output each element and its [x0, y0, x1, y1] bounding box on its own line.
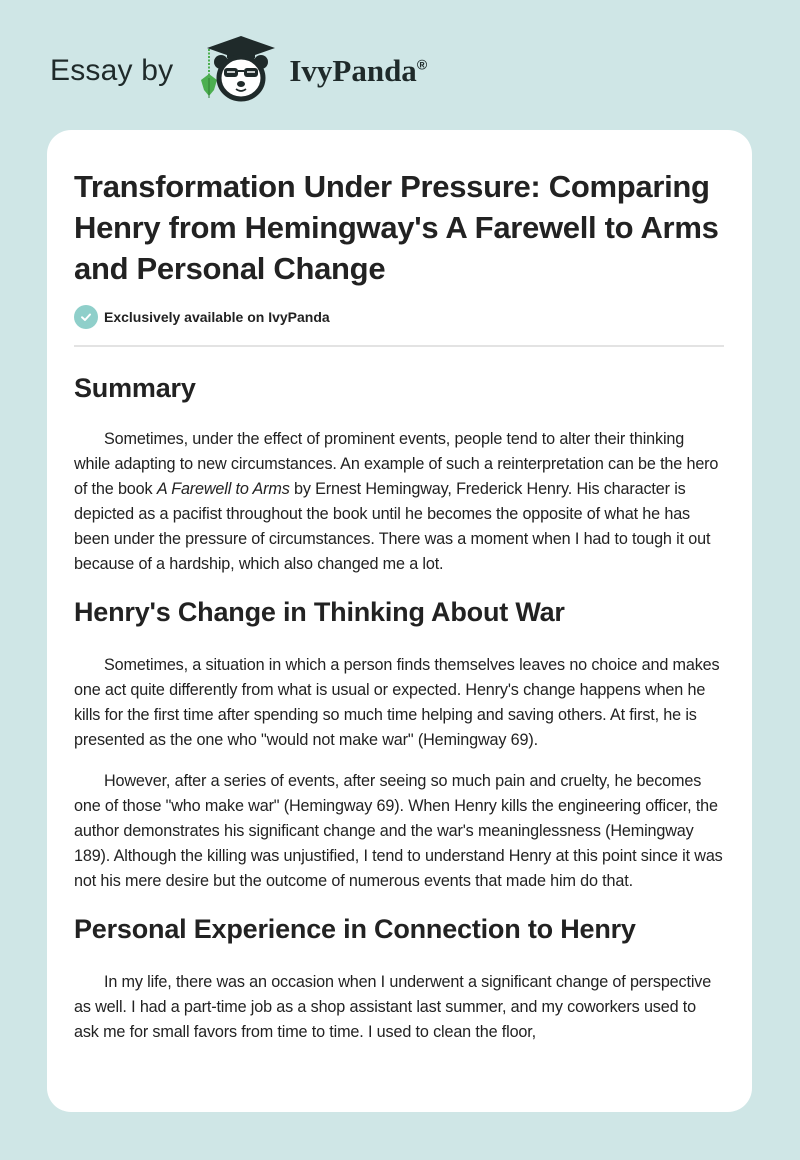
section-heading: Personal Experience in Connection to Henry	[74, 914, 636, 944]
check-circle-icon	[74, 305, 98, 329]
section-heading: Summary	[74, 373, 196, 403]
paragraph: However, after a series of events, after seeing so much pain and cruelty, he becomes one of those "who make war" (Hemingway 69). When Henry kills the engineering officer, the author demonstrates his significant change and the war's meaninglessness (Hemingway 189). Although the killing was unjustified, I tend to understand Henry at this point since it was not his mere desire but the outcome of numerous events that made him do that.	[74, 772, 723, 890]
exclusive-badge	[74, 303, 724, 331]
essay-title: Transformation Under Pressure: Comparing Henry from Hemingway's A Farewell to Arms and Personal Change	[74, 169, 719, 286]
paragraph: In my life, there was an occasion when I underwent a significant change of perspective as well. I had a part-time job as a shop assistant last summer, and my coworkers used to ask me for small favors from time to time. I used to clean the floor,	[74, 973, 712, 1041]
section-summary	[74, 371, 724, 577]
essay-card	[47, 130, 752, 1112]
panda-graduation-cap-icon	[191, 34, 289, 109]
section-personal-experience	[74, 912, 724, 1045]
section-heading: Henry's Change in Thinking About War	[74, 597, 565, 627]
paragraph: Sometimes, a situation in which a person finds themselves leaves no choice and makes one act quite differently from what is usual or expected. Henry's change happens when he kills for the first time after spending so much time helping and saving others. At first, he is presented as the one who "would not make war" (Hemingway 69).	[74, 656, 720, 749]
divider	[74, 345, 724, 347]
brand-prefix: Essay by	[50, 54, 174, 87]
brand-header	[50, 36, 427, 106]
book-title: A Farewell to Arms	[156, 480, 290, 498]
brand-name: IvyPanda®	[289, 53, 428, 88]
exclusive-badge-text: Exclusively available on IvyPanda	[104, 309, 330, 325]
section-henry-change	[74, 595, 724, 894]
paragraph: Sometimes, under the effect of prominent events, people tend to alter their thinking while adapting to new circumstances. An example of such a reinterpretation can be the hero of the book A Farewell to Arms by Ernest Hemingway, Frederick Henry. His character is depicted as a pacifist throughout the book until he becomes the opposite of what he has been under the pressure of circumstances. There was a moment when I had to tough it out because of a hardship, which also changed me a lot.	[74, 430, 719, 573]
